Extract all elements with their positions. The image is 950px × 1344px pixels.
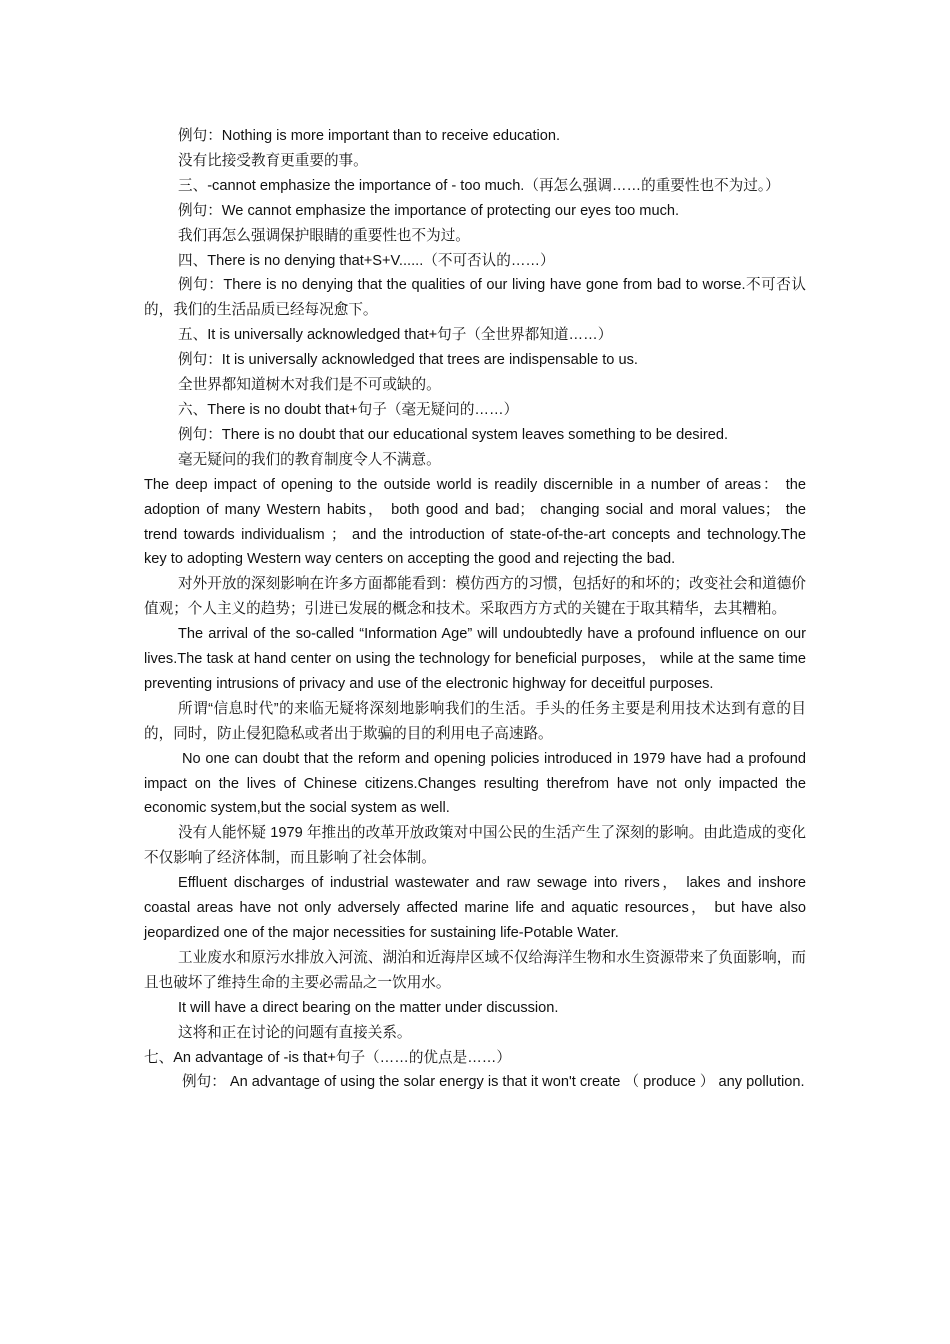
chinese-paragraph: 所谓“信息时代”的来临无疑将深刻地影响我们的生活。手头的任务主要是利用技术达到有意的目的，同时，防止侵犯隐私或者出于欺骗的目的利用电子高速路。 [144, 700, 806, 742]
chinese-paragraph: 没有人能怀疑 1979 年推出的改革开放政策对中国公民的生活产生了深刻的影响。由此造成的变化不仅影响了经济体制，而且影响了社会体制。 [144, 825, 806, 867]
english-paragraph: Effluent discharges of industrial wastewater and raw sewage into rivers， lakes and inshore coastal areas have not only adversely affected marine life and aquatic resources， but have also jeopardized one of the major necessities for sustaining life-Potable Water. [144, 875, 806, 941]
translation-line: 我们再怎么强调保护眼睛的重要性也不为过。 [178, 227, 470, 244]
example-sentence: 例句：We cannot emphasize the importance of protecting our eyes too much. [178, 202, 680, 219]
example-sentence: 例句：There is no doubt that our educational system leaves something to be desired. [178, 426, 728, 443]
translation-line: 这将和正在讨论的问题有直接关系。 [178, 1024, 412, 1041]
translation-line: 没有比接受教育更重要的事。 [178, 152, 368, 169]
english-paragraph: The deep impact of opening to the outside world is readily discernible in a number of areas： the adoption of many Western habits， both good and bad； changing social and moral values； the trend towards individualism ； and the introduction of state-of-the-art concepts and technology.The key to adopting Western way centers on accepting the good and rejecting the bad. [144, 476, 806, 568]
translation-line: 毫无疑问的我们的教育制度令人不满意。 [178, 451, 441, 468]
example-sentence: 例句：There is no denying that the qualities of our living have gone from bad to worse.不可否认的，我们的生活品质已经每况愈下。 [144, 277, 806, 319]
chinese-paragraph: 工业废水和原污水排放入河流、湖泊和近海岸区域不仅给海洋生物和水生资源带来了负面影响，而且也破坏了维持生命的主要必需品之一饮用水。 [144, 949, 806, 991]
document-page [144, 124, 806, 1095]
example-sentence: 例句：Nothing is more important than to receive education. [178, 128, 561, 144]
english-paragraph: The arrival of the so-called “Information Age” will undoubtedly have a profound influence on our lives.The task at hand center on using the technology for beneficial purposes， while at the same time preventing intrusions of privacy and use of the electronic highway for deceitful purposes. [144, 626, 806, 692]
phrase-heading-7: 七、An advantage of -is that+句子（……的优点是……） [144, 1049, 511, 1066]
phrase-heading-4: 四、There is no denying that+S+V......（不可否认的……） [178, 252, 555, 269]
chinese-paragraph: 对外开放的深刻影响在许多方面都能看到：模仿西方的习惯，包括好的和坏的；改变社会和道德价值观；个人主义的趋势；引进已发展的概念和技术。采取西方方式的关键在于取其精华，去其糟粕。 [144, 576, 806, 618]
translation-line: 全世界都知道树木对我们是不可或缺的。 [178, 377, 441, 394]
phrase-heading-5: 五、It is universally acknowledged that+句子（全世界都知道……） [178, 327, 613, 344]
english-sentence: It will have a direct bearing on the matter under discussion. [178, 999, 559, 1016]
phrase-heading-6: 六、There is no doubt that+句子（毫无疑问的……） [178, 401, 519, 418]
phrase-heading-3: 三、-cannot emphasize the importance of - too much.（再怎么强调……的重要性也不为过。） [178, 177, 780, 194]
example-sentence: 例句： An advantage of using the solar energy is that it won't create （ produce ） any pollution. [182, 1074, 805, 1091]
example-sentence: 例句：It is universally acknowledged that trees are indispensable to us. [178, 352, 638, 369]
english-paragraph: No one can doubt that the reform and opening policies introduced in 1979 have had a profound impact on the lives of Chinese citizens.Changes resulting therefrom have not only impacted the economic system,but the social system as well. [144, 750, 806, 817]
